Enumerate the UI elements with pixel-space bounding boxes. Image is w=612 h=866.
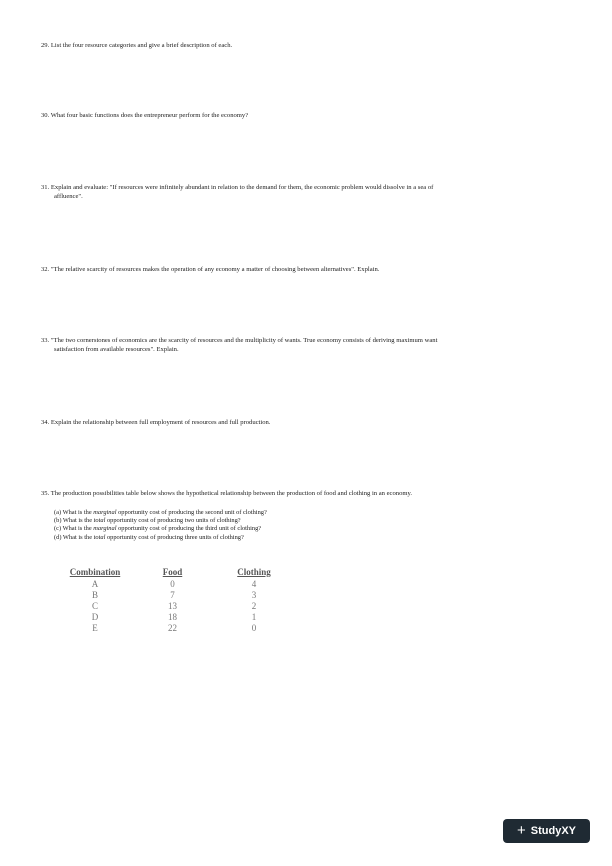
table-cell: 0 xyxy=(251,622,257,633)
question-number: 33. xyxy=(41,337,50,344)
question-30 xyxy=(41,111,571,120)
table-cell: 7 xyxy=(170,589,175,600)
question-text: Explain the relationship between full employment of resources and full production. xyxy=(50,419,271,426)
subquestion-b: (b) What is the total opportunity cost of producing two units of clothing? xyxy=(54,517,241,525)
question-31 xyxy=(41,183,571,201)
table-cell: 1 xyxy=(251,611,257,622)
subquestion-list xyxy=(54,509,554,542)
question-number: 34. xyxy=(41,419,50,426)
production-possibilities-table xyxy=(60,566,293,633)
column-header-clothing: Clothing xyxy=(237,567,271,577)
subquestion-d: (d) What is the total opportunity cost of producing three units of clothing? xyxy=(54,533,244,541)
table-cell: 18 xyxy=(168,611,177,622)
subquestion-a: (a) What is the marginal opportunity cost of producing the second unit of clothing? xyxy=(54,509,267,516)
table-cell: 13 xyxy=(168,600,177,611)
table-cell: 4 xyxy=(251,578,257,589)
question-text: What four basic functions does the entrepreneur perform for the economy? xyxy=(50,112,249,119)
question-text: The production possibilities table below shows the hypothetical relationship between the production of food and clothing in an economy. xyxy=(50,490,413,497)
question-number: 29. xyxy=(41,42,50,49)
table-cell: 2 xyxy=(251,600,257,611)
table-row xyxy=(60,600,293,611)
subquestion-c: (c) What is the marginal opportunity cost of producing the third unit of clothing? xyxy=(54,525,262,533)
question-text-continued: satisfaction from available resources". Explain. xyxy=(54,346,179,353)
question-29 xyxy=(41,41,571,50)
column-header-combination: Combination xyxy=(69,567,121,577)
question-text: "The relative scarcity of resources makes the operation of any economy a matter of choosing between alternatives". Explain. xyxy=(50,266,380,273)
question-32 xyxy=(41,265,571,274)
table-cell: 22 xyxy=(168,622,177,633)
question-35 xyxy=(41,489,571,498)
question-number: 30. xyxy=(41,112,50,119)
table-row xyxy=(60,589,293,600)
table-cell: B xyxy=(91,589,98,600)
question-text: List the four resource categories and give a brief description of each. xyxy=(50,42,233,49)
question-number: 32. xyxy=(41,266,50,273)
table-cell: 3 xyxy=(251,589,257,600)
table-row xyxy=(60,622,293,633)
table-cell: C xyxy=(91,600,98,611)
table-row xyxy=(60,611,293,622)
studyxy-logo[interactable] xyxy=(503,819,590,843)
table-cell: A xyxy=(91,578,99,589)
plus-icon: + xyxy=(517,821,526,839)
table-cell: D xyxy=(91,611,99,622)
question-33 xyxy=(41,336,571,354)
table-header-row xyxy=(60,566,293,578)
logo-text: StudyXY xyxy=(530,825,576,837)
question-number: 35. xyxy=(41,490,50,497)
table-cell: E xyxy=(92,622,98,633)
question-number: 31. xyxy=(41,184,50,191)
question-text: "The two cornerstones of economics are the scarcity of resources and the multiplicity of wants. True economy consists of deriving maximum want xyxy=(50,337,438,344)
question-34 xyxy=(41,418,571,427)
column-header-food: Food xyxy=(162,567,183,577)
table-row xyxy=(60,578,293,589)
table-cell: 0 xyxy=(170,578,175,589)
question-text-continued: affluence". xyxy=(54,193,83,200)
question-text: Explain and evaluate: "If resources were infinitely abundant in relation to the demand for them, the economic problem would dissolve in a sea of xyxy=(50,184,434,191)
